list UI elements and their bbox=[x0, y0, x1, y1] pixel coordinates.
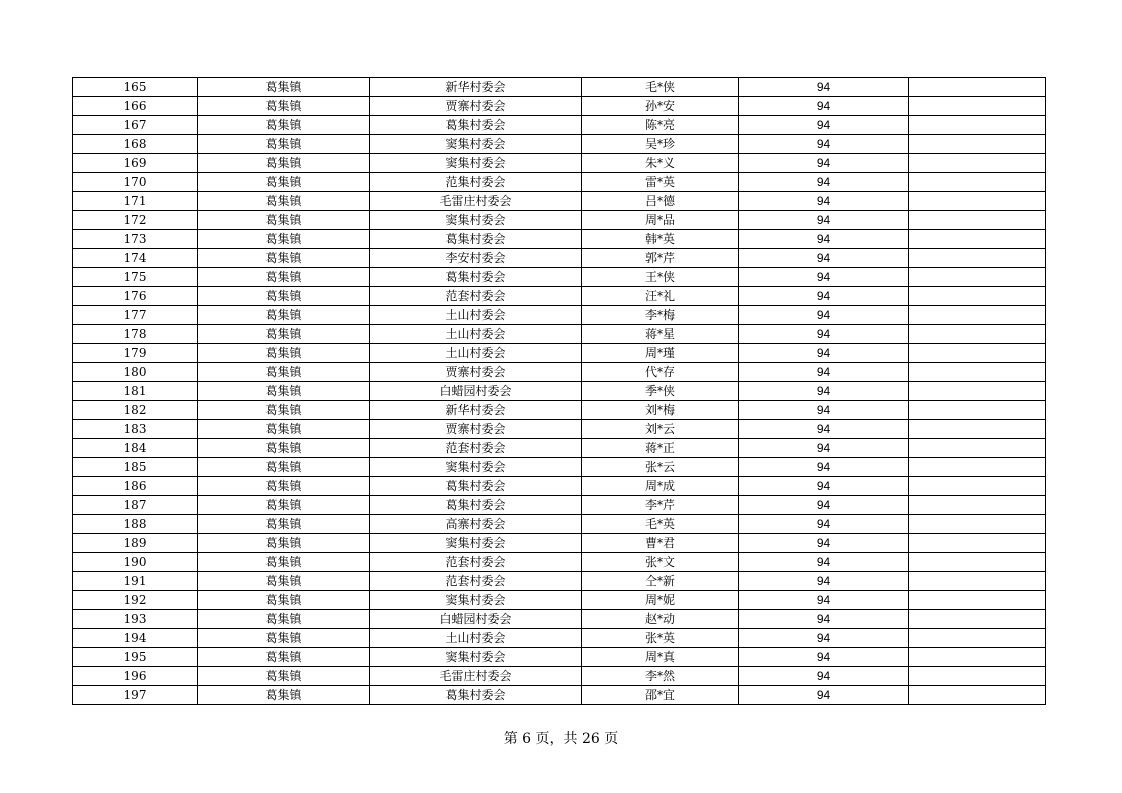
village-cell: 葛集村委会 bbox=[370, 268, 582, 287]
row-number-cell: 191 bbox=[73, 572, 198, 591]
name-cell: 李*梅 bbox=[582, 306, 739, 325]
town-cell: 葛集镇 bbox=[198, 173, 370, 192]
score-cell: 94 bbox=[739, 135, 909, 154]
village-cell: 窦集村委会 bbox=[370, 154, 582, 173]
row-number-cell: 174 bbox=[73, 249, 198, 268]
town-cell: 葛集镇 bbox=[198, 686, 370, 705]
town-cell: 葛集镇 bbox=[198, 629, 370, 648]
table-row bbox=[73, 534, 1046, 553]
row-number-cell: 187 bbox=[73, 496, 198, 515]
town-cell: 葛集镇 bbox=[198, 667, 370, 686]
village-cell: 窦集村委会 bbox=[370, 211, 582, 230]
score-cell: 94 bbox=[739, 534, 909, 553]
table-row bbox=[73, 268, 1046, 287]
score-cell: 94 bbox=[739, 325, 909, 344]
row-number-cell: 167 bbox=[73, 116, 198, 135]
village-cell: 毛雷庄村委会 bbox=[370, 192, 582, 211]
page-footer: 第 6 页，共 26 页 bbox=[503, 731, 619, 747]
name-cell: 雷*英 bbox=[582, 173, 739, 192]
row-number-cell: 189 bbox=[73, 534, 198, 553]
note-cell bbox=[909, 287, 1046, 306]
table-row bbox=[73, 325, 1046, 344]
note-cell bbox=[909, 268, 1046, 287]
town-cell: 葛集镇 bbox=[198, 268, 370, 287]
score-cell: 94 bbox=[739, 363, 909, 382]
name-cell: 张*文 bbox=[582, 553, 739, 572]
score-cell: 94 bbox=[739, 116, 909, 135]
note-cell bbox=[909, 192, 1046, 211]
row-number-cell: 183 bbox=[73, 420, 198, 439]
table-row bbox=[73, 648, 1046, 667]
table-row bbox=[73, 211, 1046, 230]
score-cell: 94 bbox=[739, 192, 909, 211]
village-cell: 高寨村委会 bbox=[370, 515, 582, 534]
name-cell: 毛*侠 bbox=[582, 78, 739, 97]
table-row bbox=[73, 192, 1046, 211]
row-number-cell: 165 bbox=[73, 78, 198, 97]
town-cell: 葛集镇 bbox=[198, 610, 370, 629]
name-cell: 陈*亮 bbox=[582, 116, 739, 135]
table-row bbox=[73, 306, 1046, 325]
note-cell bbox=[909, 173, 1046, 192]
note-cell bbox=[909, 211, 1046, 230]
town-cell: 葛集镇 bbox=[198, 154, 370, 173]
table-row bbox=[73, 135, 1046, 154]
name-cell: 朱*义 bbox=[582, 154, 739, 173]
town-cell: 葛集镇 bbox=[198, 116, 370, 135]
score-cell: 94 bbox=[739, 572, 909, 591]
town-cell: 葛集镇 bbox=[198, 306, 370, 325]
score-cell: 94 bbox=[739, 78, 909, 97]
table-row bbox=[73, 173, 1046, 192]
town-cell: 葛集镇 bbox=[198, 439, 370, 458]
village-cell: 葛集村委会 bbox=[370, 230, 582, 249]
note-cell bbox=[909, 648, 1046, 667]
name-cell: 郭*芹 bbox=[582, 249, 739, 268]
table-row bbox=[73, 97, 1046, 116]
table-row bbox=[73, 477, 1046, 496]
town-cell: 葛集镇 bbox=[198, 249, 370, 268]
table-row bbox=[73, 420, 1046, 439]
row-number-cell: 196 bbox=[73, 667, 198, 686]
town-cell: 葛集镇 bbox=[198, 287, 370, 306]
score-cell: 94 bbox=[739, 458, 909, 477]
town-cell: 葛集镇 bbox=[198, 477, 370, 496]
village-cell: 葛集村委会 bbox=[370, 116, 582, 135]
table-row bbox=[73, 610, 1046, 629]
row-number-cell: 192 bbox=[73, 591, 198, 610]
score-cell: 94 bbox=[739, 97, 909, 116]
village-cell: 范套村委会 bbox=[370, 439, 582, 458]
town-cell: 葛集镇 bbox=[198, 230, 370, 249]
name-cell: 周*成 bbox=[582, 477, 739, 496]
village-cell: 贾寨村委会 bbox=[370, 97, 582, 116]
table-row bbox=[73, 116, 1046, 135]
town-cell: 葛集镇 bbox=[198, 572, 370, 591]
table-row bbox=[73, 458, 1046, 477]
score-cell: 94 bbox=[739, 439, 909, 458]
score-cell: 94 bbox=[739, 154, 909, 173]
name-cell: 汪*礼 bbox=[582, 287, 739, 306]
note-cell bbox=[909, 477, 1046, 496]
score-cell: 94 bbox=[739, 420, 909, 439]
village-cell: 葛集村委会 bbox=[370, 477, 582, 496]
name-cell: 李*芹 bbox=[582, 496, 739, 515]
note-cell bbox=[909, 534, 1046, 553]
row-number-cell: 179 bbox=[73, 344, 198, 363]
village-cell: 贾寨村委会 bbox=[370, 363, 582, 382]
name-cell: 周*妮 bbox=[582, 591, 739, 610]
village-cell: 白蜡园村委会 bbox=[370, 382, 582, 401]
score-cell: 94 bbox=[739, 686, 909, 705]
table-row bbox=[73, 515, 1046, 534]
town-cell: 葛集镇 bbox=[198, 382, 370, 401]
row-number-cell: 171 bbox=[73, 192, 198, 211]
row-number-cell: 170 bbox=[73, 173, 198, 192]
note-cell bbox=[909, 97, 1046, 116]
village-cell: 土山村委会 bbox=[370, 325, 582, 344]
name-cell: 刘*梅 bbox=[582, 401, 739, 420]
row-number-cell: 166 bbox=[73, 97, 198, 116]
village-cell: 土山村委会 bbox=[370, 344, 582, 363]
table-row bbox=[73, 382, 1046, 401]
name-cell: 代*存 bbox=[582, 363, 739, 382]
row-number-cell: 168 bbox=[73, 135, 198, 154]
village-cell: 窦集村委会 bbox=[370, 648, 582, 667]
town-cell: 葛集镇 bbox=[198, 534, 370, 553]
row-number-cell: 188 bbox=[73, 515, 198, 534]
row-number-cell: 175 bbox=[73, 268, 198, 287]
town-cell: 葛集镇 bbox=[198, 135, 370, 154]
score-cell: 94 bbox=[739, 477, 909, 496]
village-cell: 贾寨村委会 bbox=[370, 420, 582, 439]
score-cell: 94 bbox=[739, 553, 909, 572]
village-cell: 范套村委会 bbox=[370, 572, 582, 591]
village-cell: 窦集村委会 bbox=[370, 458, 582, 477]
row-number-cell: 184 bbox=[73, 439, 198, 458]
note-cell bbox=[909, 382, 1046, 401]
row-number-cell: 180 bbox=[73, 363, 198, 382]
score-cell: 94 bbox=[739, 629, 909, 648]
note-cell bbox=[909, 249, 1046, 268]
town-cell: 葛集镇 bbox=[198, 192, 370, 211]
score-cell: 94 bbox=[739, 268, 909, 287]
table-row bbox=[73, 572, 1046, 591]
village-cell: 白蜡园村委会 bbox=[370, 610, 582, 629]
name-cell: 李*然 bbox=[582, 667, 739, 686]
row-number-cell: 172 bbox=[73, 211, 198, 230]
name-cell: 王*侠 bbox=[582, 268, 739, 287]
row-number-cell: 182 bbox=[73, 401, 198, 420]
note-cell bbox=[909, 610, 1046, 629]
table-row bbox=[73, 401, 1046, 420]
note-cell bbox=[909, 629, 1046, 648]
town-cell: 葛集镇 bbox=[198, 420, 370, 439]
note-cell bbox=[909, 363, 1046, 382]
village-cell: 土山村委会 bbox=[370, 306, 582, 325]
note-cell bbox=[909, 686, 1046, 705]
score-cell: 94 bbox=[739, 230, 909, 249]
note-cell bbox=[909, 420, 1046, 439]
row-number-cell: 178 bbox=[73, 325, 198, 344]
town-cell: 葛集镇 bbox=[198, 344, 370, 363]
town-cell: 葛集镇 bbox=[198, 458, 370, 477]
name-cell: 张*英 bbox=[582, 629, 739, 648]
row-number-cell: 197 bbox=[73, 686, 198, 705]
note-cell bbox=[909, 154, 1046, 173]
name-cell: 季*侠 bbox=[582, 382, 739, 401]
table-row bbox=[73, 496, 1046, 515]
name-cell: 邵*宜 bbox=[582, 686, 739, 705]
note-cell bbox=[909, 344, 1046, 363]
note-cell bbox=[909, 553, 1046, 572]
score-cell: 94 bbox=[739, 173, 909, 192]
town-cell: 葛集镇 bbox=[198, 648, 370, 667]
name-cell: 毛*英 bbox=[582, 515, 739, 534]
score-cell: 94 bbox=[739, 249, 909, 268]
row-number-cell: 177 bbox=[73, 306, 198, 325]
name-cell: 韩*英 bbox=[582, 230, 739, 249]
score-cell: 94 bbox=[739, 344, 909, 363]
table-row bbox=[73, 439, 1046, 458]
town-cell: 葛集镇 bbox=[198, 553, 370, 572]
row-number-cell: 169 bbox=[73, 154, 198, 173]
note-cell bbox=[909, 78, 1046, 97]
village-cell: 范套村委会 bbox=[370, 287, 582, 306]
score-cell: 94 bbox=[739, 211, 909, 230]
name-cell: 周*真 bbox=[582, 648, 739, 667]
score-cell: 94 bbox=[739, 648, 909, 667]
score-cell: 94 bbox=[739, 496, 909, 515]
village-cell: 范套村委会 bbox=[370, 553, 582, 572]
table-row bbox=[73, 230, 1046, 249]
town-cell: 葛集镇 bbox=[198, 363, 370, 382]
village-cell: 新华村委会 bbox=[370, 78, 582, 97]
name-cell: 吴*珍 bbox=[582, 135, 739, 154]
note-cell bbox=[909, 401, 1046, 420]
score-cell: 94 bbox=[739, 610, 909, 629]
name-cell: 赵*动 bbox=[582, 610, 739, 629]
table-row bbox=[73, 154, 1046, 173]
row-number-cell: 186 bbox=[73, 477, 198, 496]
town-cell: 葛集镇 bbox=[198, 591, 370, 610]
row-number-cell: 195 bbox=[73, 648, 198, 667]
name-cell: 张*云 bbox=[582, 458, 739, 477]
note-cell bbox=[909, 591, 1046, 610]
score-cell: 94 bbox=[739, 591, 909, 610]
table-row bbox=[73, 287, 1046, 306]
name-cell: 吕*德 bbox=[582, 192, 739, 211]
note-cell bbox=[909, 306, 1046, 325]
row-number-cell: 193 bbox=[73, 610, 198, 629]
name-cell: 曹*君 bbox=[582, 534, 739, 553]
table-body bbox=[73, 78, 1046, 705]
name-cell: 周*瑾 bbox=[582, 344, 739, 363]
name-cell: 蒋*星 bbox=[582, 325, 739, 344]
note-cell bbox=[909, 439, 1046, 458]
village-cell: 葛集村委会 bbox=[370, 686, 582, 705]
town-cell: 葛集镇 bbox=[198, 97, 370, 116]
table-row bbox=[73, 686, 1046, 705]
village-cell: 毛雷庄村委会 bbox=[370, 667, 582, 686]
village-cell: 李安村委会 bbox=[370, 249, 582, 268]
town-cell: 葛集镇 bbox=[198, 401, 370, 420]
note-cell bbox=[909, 667, 1046, 686]
score-cell: 94 bbox=[739, 382, 909, 401]
town-cell: 葛集镇 bbox=[198, 515, 370, 534]
note-cell bbox=[909, 116, 1046, 135]
table-row bbox=[73, 553, 1046, 572]
row-number-cell: 176 bbox=[73, 287, 198, 306]
name-cell: 孙*安 bbox=[582, 97, 739, 116]
village-cell: 范集村委会 bbox=[370, 173, 582, 192]
name-cell: 仝*新 bbox=[582, 572, 739, 591]
name-cell: 刘*云 bbox=[582, 420, 739, 439]
row-number-cell: 185 bbox=[73, 458, 198, 477]
score-cell: 94 bbox=[739, 306, 909, 325]
row-number-cell: 194 bbox=[73, 629, 198, 648]
note-cell bbox=[909, 572, 1046, 591]
score-cell: 94 bbox=[739, 667, 909, 686]
town-cell: 葛集镇 bbox=[198, 78, 370, 97]
note-cell bbox=[909, 458, 1046, 477]
village-cell: 葛集村委会 bbox=[370, 496, 582, 515]
table-row bbox=[73, 344, 1046, 363]
note-cell bbox=[909, 515, 1046, 534]
data-table bbox=[72, 77, 1046, 705]
row-number-cell: 173 bbox=[73, 230, 198, 249]
note-cell bbox=[909, 325, 1046, 344]
table-row bbox=[73, 363, 1046, 382]
town-cell: 葛集镇 bbox=[198, 211, 370, 230]
town-cell: 葛集镇 bbox=[198, 496, 370, 515]
row-number-cell: 190 bbox=[73, 553, 198, 572]
score-cell: 94 bbox=[739, 401, 909, 420]
name-cell: 周*品 bbox=[582, 211, 739, 230]
village-cell: 新华村委会 bbox=[370, 401, 582, 420]
town-cell: 葛集镇 bbox=[198, 325, 370, 344]
village-cell: 土山村委会 bbox=[370, 629, 582, 648]
note-cell bbox=[909, 496, 1046, 515]
table-row bbox=[73, 78, 1046, 97]
table-row bbox=[73, 591, 1046, 610]
note-cell bbox=[909, 230, 1046, 249]
village-cell: 窦集村委会 bbox=[370, 135, 582, 154]
score-cell: 94 bbox=[739, 287, 909, 306]
village-cell: 窦集村委会 bbox=[370, 534, 582, 553]
table-row bbox=[73, 667, 1046, 686]
score-cell: 94 bbox=[739, 515, 909, 534]
name-cell: 蒋*正 bbox=[582, 439, 739, 458]
village-cell: 窦集村委会 bbox=[370, 591, 582, 610]
row-number-cell: 181 bbox=[73, 382, 198, 401]
note-cell bbox=[909, 135, 1046, 154]
table-row bbox=[73, 249, 1046, 268]
table-row bbox=[73, 629, 1046, 648]
